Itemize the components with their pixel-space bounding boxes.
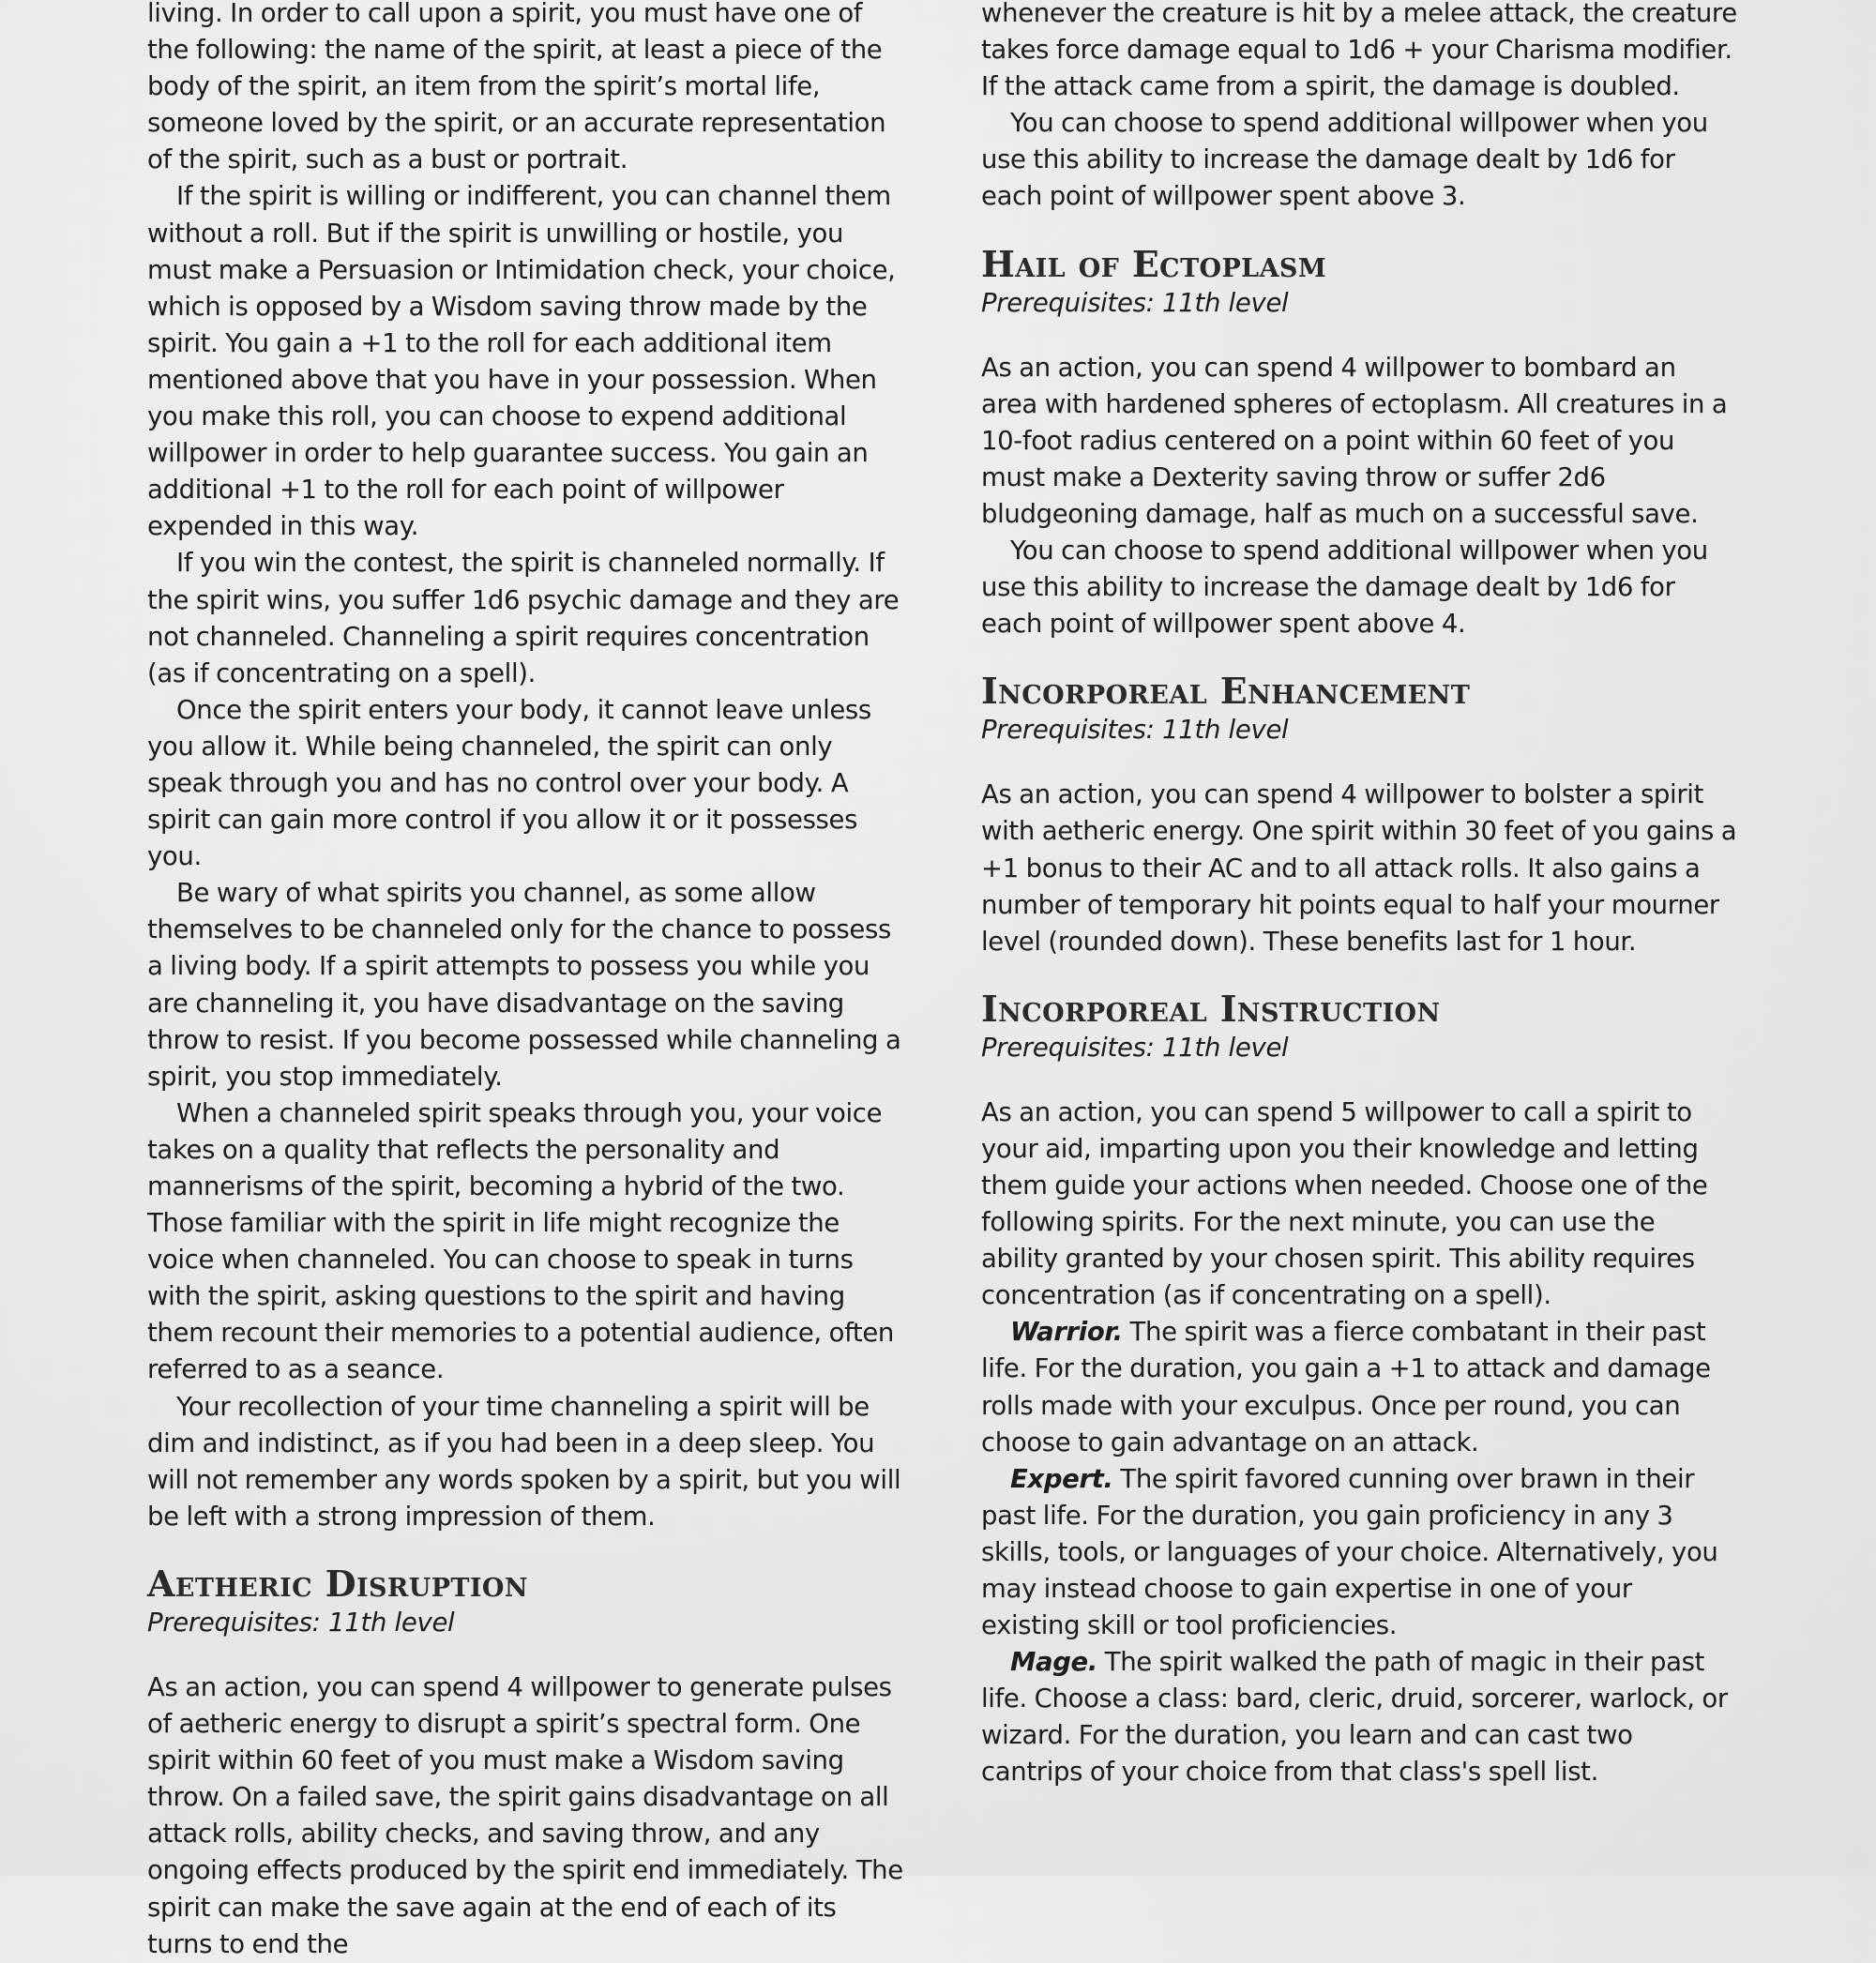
- feature-aetheric-disruption: [147, 1563, 903, 1963]
- paragraph-spirit-voice: When a channeled spirit speaks through you, your voice takes on a quality that reflects the personality and mannerisms of the spirit, becoming a hybrid of the two. Those familiar with the spirit in life might recognize the voice when channeled. You can choose to speak in turns with the spirit, asking questions to the spirit and having them recount their memories to a potential audience, often referred to as a seance.: [147, 1097, 894, 1385]
- heading-aetheric-disruption: Aetheric Disruption: [147, 1562, 528, 1605]
- feature-incorporeal-enhancement: [981, 671, 1737, 959]
- paragraph-force-damage: whenever the creature is hit by a melee attack, the creature takes force damage equal to 1d6 + your Charisma modifier. If the attack came from a spirit, the damage is doubled.: [981, 0, 1737, 102]
- paragraph-channel-requirements: living. In order to call upon a spirit, you must have one of the following: the name of the spirit, at least a piece of the body of the spirit, an item from the spirit’s mortal life, someone loved by the spirit, or an accurate representation of the spirit, such as a bust or portrait.: [147, 0, 886, 175]
- option-expert: [981, 1461, 1737, 1644]
- prereq-incorporeal-instruction: Prerequisites: 11th level: [981, 1032, 1289, 1063]
- right-column: [981, 0, 1737, 1791]
- prereq-incorporeal-enhancement: Prerequisites: 11th level: [981, 715, 1289, 746]
- heading-incorporeal-instruction: Incorporeal Instruction: [981, 987, 1441, 1030]
- option-mage-label: Mage.: [1010, 1647, 1097, 1678]
- option-warrior-label: Warrior.: [1010, 1317, 1123, 1348]
- heading-incorporeal-enhancement: Incorporeal Enhancement: [981, 670, 1471, 713]
- body-hail-of-ectoplasm-extra: You can choose to spend additional willpower when you use this ability to increase the damage dealt by 1d6 for each point of willpower spent above 4.: [981, 536, 1708, 640]
- body-incorporeal-enhancement: As an action, you can spend 4 willpower to bolster a spirit with aetheric energy. One spirit within 30 feet of you gains a +1 bonus to their AC and to all attack rolls. It also gains a number of temporary hit points equal to half your mourner level (rounded down). These benefits last for 1 hour.: [981, 779, 1737, 957]
- option-expert-text: The spirit favored cunning over brawn in their past life. For the duration, you gain proficiency in any 3 skills, tools, or languages of your choice. Alternatively, you may instead choose to gain expertise in one of your existing skill or tool proficiencies.: [981, 1463, 1718, 1641]
- left-column: [147, 0, 903, 1963]
- body-aetheric-disruption: As an action, you can spend 4 willpower to generate pulses of aetheric energy to disrupt a spirit’s spectral form. One spirit within 60 feet of you must make a Wisdom saving throw. On a failed save, the spirit gains disadvantage on all attack rolls, ability checks, and saving throw, and any ongoing effects produced by the spirit end immediately. The spirit can make the save again at the end of each of its turns to end the: [147, 1671, 903, 1959]
- feature-hail-of-ectoplasm: [981, 244, 1737, 643]
- option-mage-text: The spirit walked the path of magic in their past life. Choose a class: bard, cleric, druid, sorcerer, warlock, or wizard. For the duration, you learn and can cast two cantrips of your choice from that class's spell list.: [981, 1647, 1728, 1788]
- paragraph-extra-willpower: You can choose to spend additional willpower when you use this ability to increase the damage dealt by 1d6 for each point of willpower spent above 3.: [981, 108, 1708, 212]
- prereq-aetheric-disruption: Prerequisites: 11th level: [147, 1607, 455, 1638]
- paragraph-contest-result: If you win the contest, the spirit is channeled normally. If the spirit wins, you suffer 1d6 psychic damage and they are not channeled. Channeling a spirit requires concentration (as if concentrating on a spell).: [147, 548, 900, 688]
- option-mage: [981, 1644, 1737, 1790]
- option-expert-label: Expert.: [1010, 1463, 1113, 1494]
- feature-incorporeal-instruction: [981, 989, 1737, 1791]
- paragraph-recollection: Your recollection of your time channeling a spirit will be dim and indistinct, as if you had been in a deep sleep. You will not remember any words spoken by a spirit, but you will be left with a strong impression of them.: [147, 1391, 901, 1532]
- option-warrior-text: The spirit was a fierce combatant in their past life. For the duration, you gain a +1 to attack and damage rolls made with your exculpus. Once per round, you can choose to gain advantage on an attack.: [981, 1317, 1711, 1457]
- paragraph-channel-roll: If the spirit is willing or indifferent, you can channel them without a roll. But if the spirit is unwilling or hostile, you must make a Persuasion or Intimidation check, your choice, which is opposed by a Wisdom saving throw made by the spirit. You gain a +1 to the roll for each additional item mentioned above that you have in your possession. When you make this roll, you can choose to expend additional willpower in order to help guarantee success. You gain an additional +1 to the roll for each point of willpower expended in this way.: [147, 181, 896, 542]
- prereq-hail-of-ectoplasm: Prerequisites: 11th level: [981, 287, 1289, 318]
- option-warrior: [981, 1314, 1737, 1460]
- heading-hail-of-ectoplasm: Hail of Ectoplasm: [981, 242, 1327, 285]
- paragraph-possession-warning: Be wary of what spirits you channel, as some allow themselves to be channeled only for the chance to possess a living body. If a spirit attempts to possess you while you are channeling it, you have disadvantage on the saving throw to resist. If you become possessed while channeling a spirit, you stop immediately.: [147, 878, 901, 1092]
- body-incorporeal-instruction: As an action, you can spend 5 willpower to call a spirit to your aid, imparting upon you their knowledge and letting them guide your actions when needed. Choose one of the following spirits. For the next minute, you can use the ability granted by your chosen spirit. This ability requires concentration (as if concentrating on a spell).: [981, 1096, 1708, 1311]
- paragraph-spirit-control: Once the spirit enters your body, it cannot leave unless you allow it. While being channeled, the spirit can only speak through you and has no control over your body. A spirit can gain more control if you allow it or it possesses you.: [147, 694, 871, 872]
- body-hail-of-ectoplasm: As an action, you can spend 4 willpower to bombard an area with hardened spheres of ectoplasm. All creatures in a 10-foot radius centered on a point within 60 feet of you must make a Dexterity saving throw or suffer 2d6 bludgeoning damage, half as much on a successful save.: [981, 352, 1728, 529]
